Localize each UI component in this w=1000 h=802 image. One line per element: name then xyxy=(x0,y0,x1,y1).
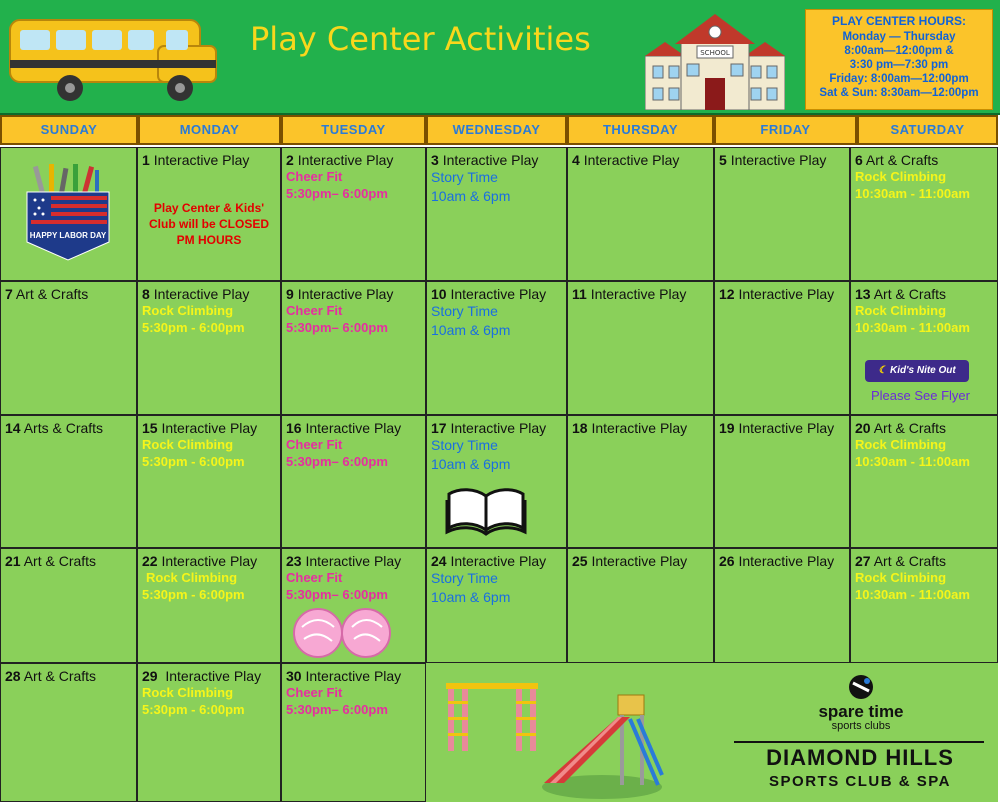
activity-sub: Rock Climbing xyxy=(142,437,234,452)
day-number: 8 xyxy=(142,286,150,302)
calendar-cell-day-28 xyxy=(0,663,137,802)
day-number: 20 xyxy=(855,420,871,436)
activity-title: Art & Crafts xyxy=(15,286,89,302)
activity-title: Interactive Play xyxy=(297,286,394,302)
day-header-friday: FRIDAY xyxy=(714,115,857,145)
day-number: 23 xyxy=(286,553,302,569)
activity-title: Art & Crafts xyxy=(865,152,939,168)
day-number: 1 xyxy=(142,152,150,168)
activity-time: 10:30am - 11:00am xyxy=(855,320,970,335)
monkey-bars-icon xyxy=(442,675,542,755)
calendar-cell-day-9 xyxy=(281,281,426,415)
activity-sub: Rock Climbing xyxy=(855,570,947,585)
calendar-cell-day-2 xyxy=(281,147,426,281)
calendar-cell-day-11 xyxy=(567,281,714,415)
activity-title: Interactive Play xyxy=(161,420,258,436)
calendar-cell-day-27 xyxy=(850,548,998,663)
activity-sub: Rock Climbing xyxy=(142,685,234,700)
activity-title: Interactive Play xyxy=(305,420,402,436)
day-header-sunday: SUNDAY xyxy=(0,115,138,145)
school-bus-icon xyxy=(8,16,220,104)
calendar-cell-day-25 xyxy=(567,548,714,663)
calendar-cell-day-22 xyxy=(137,548,281,663)
sports-club-spa-title: SPORTS CLUB & SPA xyxy=(769,773,951,790)
day-number: 13 xyxy=(855,286,871,302)
activity-time: 10am & 6pm xyxy=(431,456,511,472)
calendar-cell-day-13 xyxy=(850,281,998,415)
activity-time: 5:30pm– 6:00pm xyxy=(286,320,388,335)
activity-title: Interactive Play xyxy=(738,420,835,436)
activity-sub: Story Time xyxy=(431,169,498,185)
day-number: 27 xyxy=(855,553,871,569)
calendar-cell-day-23 xyxy=(281,548,426,663)
activity-time: 5:30pm– 6:00pm xyxy=(286,702,388,717)
calendar-cell-day-7 xyxy=(0,281,137,415)
activity-title: Interactive Play xyxy=(450,286,547,302)
day-number: 18 xyxy=(572,420,588,436)
activity-title: Arts & Crafts xyxy=(23,420,104,436)
calendar-cell-day-18 xyxy=(567,415,714,548)
activity-sub: Cheer Fit xyxy=(286,437,343,452)
spare-time-text: spare time xyxy=(818,702,904,721)
calendar-cell-day-14 xyxy=(0,415,137,548)
activity-title: Art & Crafts xyxy=(873,286,947,302)
day-header-thursday: THURSDAY xyxy=(567,115,714,145)
hours-line: Friday: 8:00am—12:00pm xyxy=(829,73,969,85)
activity-sub: Rock Climbing xyxy=(855,303,947,318)
hours-line: Sat & Sun: 8:30am—12:00pm xyxy=(819,87,979,99)
day-number: 16 xyxy=(286,420,302,436)
calendar-cell-day-30 xyxy=(281,663,426,802)
day-number: 19 xyxy=(719,420,735,436)
activity-title: Interactive Play xyxy=(305,553,402,569)
labor-day-icon xyxy=(23,162,113,264)
activity-sub: Cheer Fit xyxy=(286,169,343,184)
activity-title: Art & Crafts xyxy=(873,553,947,569)
calendar-cell-day-15 xyxy=(137,415,281,548)
labor-day-text: HAPPY LABOR DAY xyxy=(29,231,107,240)
day-number: 25 xyxy=(572,553,588,569)
page-title: Play Center Activities xyxy=(250,20,591,58)
activity-sub: Rock Climbing xyxy=(146,570,238,585)
hours-title: PLAY CENTER HOURS: xyxy=(831,14,967,28)
calendar-cell-day-8 xyxy=(137,281,281,415)
school-sign-text: SCHOOL xyxy=(700,49,730,57)
kids-nite-out-badge xyxy=(865,360,969,382)
calendar-cell-day-12 xyxy=(714,281,850,415)
day-number: 2 xyxy=(286,152,294,168)
day-number: 5 xyxy=(719,152,727,168)
activity-title: Interactive Play xyxy=(305,668,402,684)
day-number: 29 xyxy=(142,668,158,684)
day-number: 30 xyxy=(286,668,302,684)
day-number: 10 xyxy=(431,286,447,302)
day-number: 24 xyxy=(431,553,447,569)
closure-notice: Play Center & Kids' Club will be CLOSED PM HOURS xyxy=(148,201,269,247)
activity-sub: Rock Climbing xyxy=(142,303,234,318)
activity-title: Interactive Play xyxy=(590,286,687,302)
day-number: 22 xyxy=(142,553,158,569)
day-number: 17 xyxy=(431,420,447,436)
day-number: 14 xyxy=(5,420,21,436)
activity-time: 10:30am - 11:00am xyxy=(855,186,970,201)
calendar-cell-day-16 xyxy=(281,415,426,548)
activity-time: 5:30pm - 6:00pm xyxy=(142,454,245,469)
day-header-wednesday: WEDNESDAY xyxy=(426,115,567,145)
activity-title: Art & Crafts xyxy=(23,553,97,569)
activity-title: Art & Crafts xyxy=(873,420,947,436)
spare-time-ball-icon xyxy=(847,673,875,701)
pom-poms-icon xyxy=(292,607,392,663)
hours-line: 3:30 pm—7:30 pm xyxy=(849,59,949,71)
activity-title: Interactive Play xyxy=(738,553,835,569)
activity-time: 10am & 6pm xyxy=(431,188,511,204)
activity-sub: Story Time xyxy=(431,437,498,453)
day-number: 12 xyxy=(719,286,735,302)
day-header-monday: MONDAY xyxy=(138,115,281,145)
activity-title: Interactive Play xyxy=(591,420,688,436)
activity-title: Interactive Play xyxy=(165,668,262,684)
day-number: 7 xyxy=(5,286,13,302)
diamond-hills-title: DIAMOND HILLS xyxy=(766,745,954,770)
activity-title: Interactive Play xyxy=(153,286,250,302)
calendar-grid xyxy=(0,147,998,802)
activity-title: Interactive Play xyxy=(297,152,394,168)
activity-sub: Cheer Fit xyxy=(286,685,343,700)
calendar-cell-day-26 xyxy=(714,548,850,663)
day-number: 26 xyxy=(719,553,735,569)
activity-title: Interactive Play xyxy=(442,152,539,168)
badge-text: Kid's Nite Out xyxy=(890,365,956,376)
activity-sub: Cheer Fit xyxy=(286,570,343,585)
activity-title: Interactive Play xyxy=(591,553,688,569)
activity-time: 10:30am - 11:00am xyxy=(855,587,970,602)
activity-title: Interactive Play xyxy=(153,152,250,168)
moon-icon: ☾ xyxy=(878,365,888,376)
hours-line: Monday — Thursday xyxy=(842,31,956,43)
sports-clubs-text: sports clubs xyxy=(831,720,891,732)
day-number: 15 xyxy=(142,420,158,436)
activity-time: 10:30am - 11:00am xyxy=(855,454,970,469)
play-center-hours-box xyxy=(805,9,993,110)
activity-sub: Rock Climbing xyxy=(855,169,947,184)
activity-time: 5:30pm - 6:00pm xyxy=(142,702,245,717)
activity-sub: Cheer Fit xyxy=(286,303,343,318)
calendar-cell-day-20 xyxy=(850,415,998,548)
activity-title: Interactive Play xyxy=(450,420,547,436)
open-book-icon xyxy=(445,486,527,536)
activity-title: Art & Crafts xyxy=(23,668,97,684)
see-flyer-note: Please See Flyer xyxy=(871,388,970,403)
calendar-cell-day-10 xyxy=(426,281,567,415)
activity-time: 5:30pm– 6:00pm xyxy=(286,587,388,602)
calendar-cell-day-19 xyxy=(714,415,850,548)
day-number: 9 xyxy=(286,286,294,302)
day-number: 4 xyxy=(572,152,580,168)
activity-time: 10am & 6pm xyxy=(431,322,511,338)
activity-time: 10am & 6pm xyxy=(431,589,511,605)
day-number: 3 xyxy=(431,152,439,168)
spare-time-logo xyxy=(806,673,916,732)
school-building-icon xyxy=(645,12,785,110)
footer-area xyxy=(426,663,998,802)
slide-icon xyxy=(534,685,664,801)
activity-time: 5:30pm - 6:00pm xyxy=(142,587,245,602)
activity-title: Interactive Play xyxy=(583,152,680,168)
calendar-cell-day-6 xyxy=(850,147,998,281)
calendar-cell-day-17 xyxy=(426,415,567,548)
day-number: 6 xyxy=(855,152,863,168)
calendar-cell-day-29 xyxy=(137,663,281,802)
day-header-saturday: SATURDAY xyxy=(857,115,998,145)
day-header-tuesday: TUESDAY xyxy=(281,115,426,145)
day-number: 28 xyxy=(5,668,21,684)
header-banner xyxy=(0,0,1000,115)
activity-title: Interactive Play xyxy=(450,553,547,569)
activity-sub: Rock Climbing xyxy=(855,437,947,452)
activity-sub: Story Time xyxy=(431,570,498,586)
calendar-cell-day-21 xyxy=(0,548,137,663)
calendar-cell-day-24 xyxy=(426,548,567,663)
brand-divider xyxy=(734,741,984,743)
activity-title: Interactive Play xyxy=(730,152,827,168)
calendar-cell-day-4 xyxy=(567,147,714,281)
day-number: 21 xyxy=(5,553,21,569)
activity-time: 5:30pm - 6:00pm xyxy=(142,320,245,335)
calendar-cell-day-3 xyxy=(426,147,567,281)
activity-sub: Story Time xyxy=(431,303,498,319)
activity-time: 5:30pm– 6:00pm xyxy=(286,186,388,201)
weekday-header-row xyxy=(0,115,998,145)
calendar-cell-day-5 xyxy=(714,147,850,281)
calendar-cell-day-1 xyxy=(137,147,281,281)
activity-title: Interactive Play xyxy=(738,286,835,302)
activity-time: 5:30pm– 6:00pm xyxy=(286,454,388,469)
calendar-cell-blank xyxy=(0,147,137,281)
hours-line: 8:00am—12:00pm & xyxy=(844,45,954,57)
activity-title: Interactive Play xyxy=(161,553,258,569)
day-number: 11 xyxy=(572,286,587,302)
